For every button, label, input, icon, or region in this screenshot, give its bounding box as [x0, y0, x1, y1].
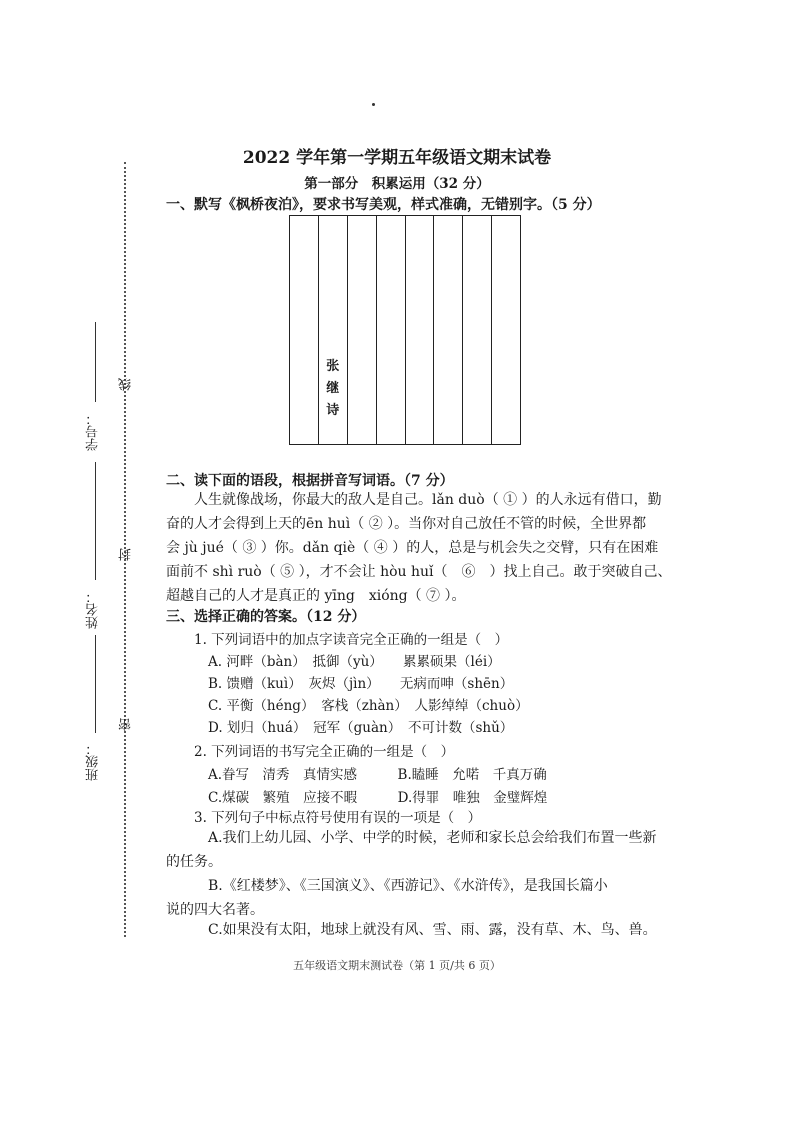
q1-heading: 一、默写《枫桥夜泊》，要求书写美观，样式准确，无错别字。（5 分） — [166, 197, 601, 213]
q3-3-option-a[interactable]: A.我们上幼儿园、小学、中学的时候，老师和家长总会给我们布置一些新 — [208, 830, 657, 846]
name-blank[interactable] — [95, 462, 96, 580]
q3-1-option-d[interactable]: D. 划归（huá） 冠军（guàn） 不可计数（shǔ） — [208, 720, 514, 736]
q2-line: 会 jù jué（ ③ ）你。dǎn qiè（ ④ ）的人，总是与机会失之交臂，只有在困难 — [166, 540, 659, 556]
grid-column[interactable] — [462, 216, 491, 444]
q2-line: 奋的人才会得到上天的ēn huì（ ② ）。当你对自己放任不管的时候，全世界都 — [166, 516, 647, 532]
author-char: 诗 — [326, 403, 340, 418]
q3-2-stem: 2. 下列词语的书写完全正确的一组是（ ） — [194, 744, 455, 760]
grid-column[interactable] — [347, 216, 376, 444]
class-blank[interactable] — [95, 635, 96, 733]
author-char: 继 — [326, 381, 340, 396]
q2-line: 超越自己的人才是真正的 yīng xióng（ ⑦ ）。 — [166, 588, 466, 604]
q3-3-option-c[interactable]: C.如果没有太阳，地球上就没有风、雪、雨、露，没有草、木、鸟、兽。 — [208, 922, 657, 938]
scan-dot — [372, 103, 375, 106]
number-label: 学号： — [86, 412, 101, 451]
author-name — [319, 356, 347, 422]
q3-heading: 三、选择正确的答案。（12 分） — [166, 609, 366, 625]
class-label: 班级： — [86, 742, 101, 781]
name-label: 姓名： — [86, 590, 101, 629]
author-char: 张 — [326, 359, 340, 374]
grid-column[interactable] — [290, 216, 318, 444]
q3-3-option-a-cont: 的任务。 — [166, 854, 222, 870]
grid-column-author[interactable] — [318, 216, 347, 444]
q3-3-stem: 3. 下列句子中标点符号使用有误的一项是（ ） — [194, 810, 482, 826]
binding-mark-mi: 密 — [119, 718, 134, 731]
q3-1-option-b[interactable]: B. 馈赠（kuì） 灰烬（jìn） 无病而呻（shēn） — [208, 676, 514, 692]
grid-column[interactable] — [491, 216, 520, 444]
binding-mark-xian: 线 — [119, 378, 134, 391]
q2-line: 面前不 shì ruò（ ⑤ ），才不会让 hòu huǐ（ ⑥ ）找上自己。敢于突破自己、 — [166, 564, 672, 580]
q3-1-option-c[interactable]: C. 平衡（héng） 客栈（zhàn） 人影绰绰（chuò） — [208, 698, 529, 714]
q3-2-options-ab[interactable]: A.眷写 清秀 真情实感 B.瞌睡 允喏 千真万确 — [208, 767, 547, 783]
part-one-title: 第一部分 积累运用（32 分） — [304, 176, 490, 192]
q3-1-stem: 1. 下列词语中的加点字读音完全正确的一组是（ ） — [194, 632, 509, 648]
q3-2-options-cd[interactable]: C.煤碳 繁殖 应接不暇 D.得罪 唯独 金璧辉煌 — [208, 790, 548, 806]
q2-heading: 二、读下面的语段，根据拼音写词语。（7 分） — [166, 473, 454, 489]
q3-3-option-b-cont: 说的四大名著。 — [166, 902, 264, 918]
q3-3-option-b[interactable]: B.《红楼梦》、《三国演义》、《西游记》、《水浒传》，是我国长篇小 — [208, 878, 608, 894]
poem-writing-grid[interactable] — [289, 215, 521, 445]
binding-mark-feng: 封 — [119, 548, 134, 561]
grid-column[interactable] — [405, 216, 434, 444]
number-blank[interactable] — [95, 322, 96, 402]
grid-column[interactable] — [433, 216, 462, 444]
grid-column[interactable] — [376, 216, 405, 444]
page-footer: 五年级语文期末测试卷（第 1 页/共 6 页） — [293, 959, 501, 972]
q2-line: 人生就像战场，你最大的敌人是自己。lǎn duò（ ① ）的人永远有借口，勤 — [194, 492, 662, 508]
q3-1-option-a[interactable]: A. 河畔（bàn） 抵御（yù） 累累硕果（léi） — [208, 654, 501, 670]
exam-title: 2022 学年第一学期五年级语文期末试卷 — [242, 148, 552, 168]
